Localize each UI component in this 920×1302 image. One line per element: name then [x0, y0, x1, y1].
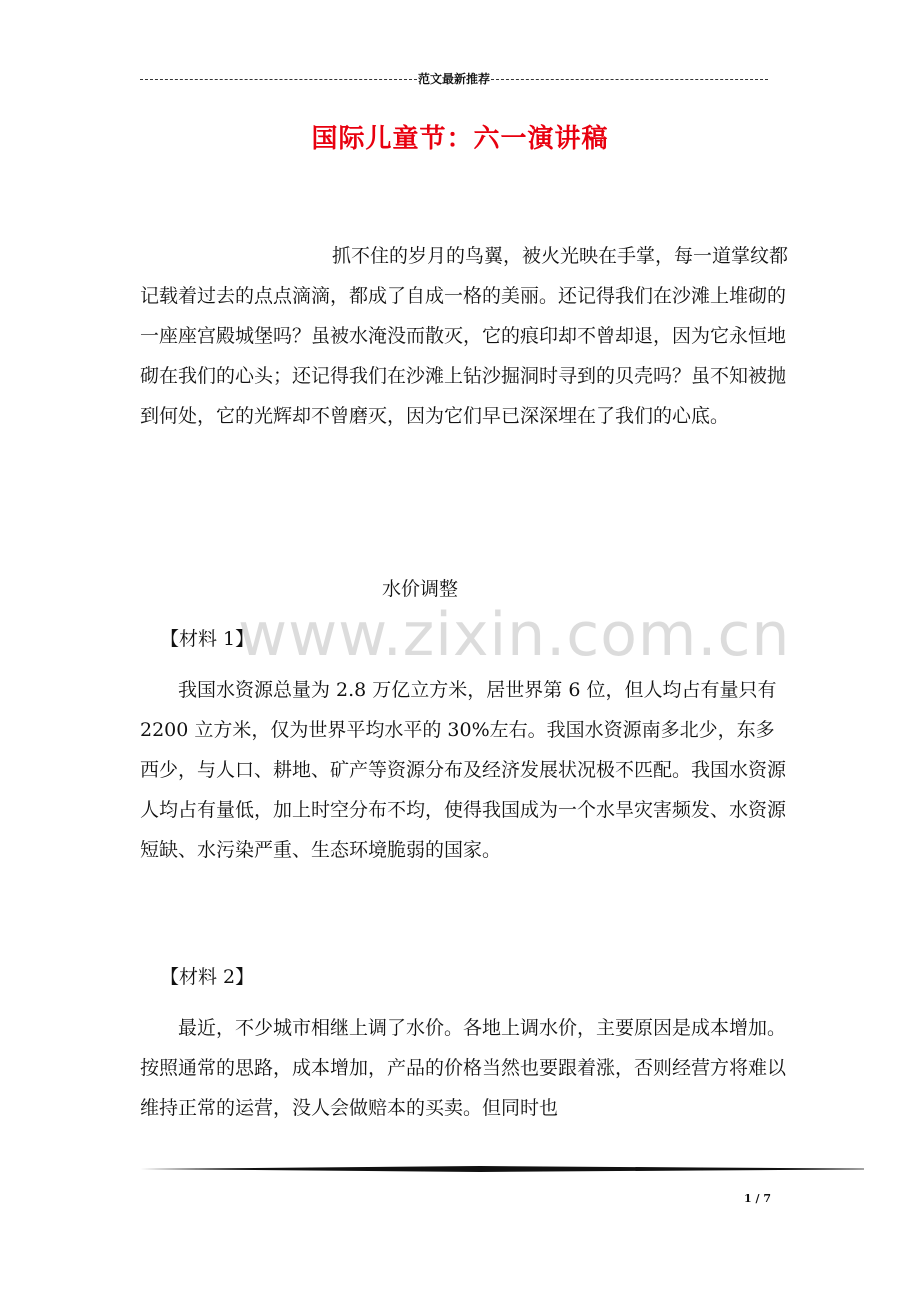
header-dashed-line-left — [140, 79, 417, 80]
material-1-paragraph: 我国水资源总量为 2.8 万亿立方米，居世界第 6 位，但人均占有量只有 2200 立方米，仅为世界平均水平的 30%左右。我国水资源南多北少，东多西少，与人口、耕地、矿产等资源分布及经济发展状况极不匹配。我国水资源人均占有量低，加上时空分布不均，使得我国成为一个水旱灾害频发、水资源短缺、水污染严重、生态环境脆弱的国家。 — [140, 679, 787, 861]
intro-paragraph: 抓不住的岁月的鸟翼，被火光映在手掌，每一道掌纹都记载着过去的点点滴滴，都成了自成一格的美丽。还记得我们在沙滩上堆砌的一座座宫殿城堡吗？虽被水淹没而散灭，它的痕印却不曾却退，因为它永恒地砌在我们的心头；还记得我们在沙滩上钻沙掘洞时寻到的贝壳吗？虽不知被抛到何处，它的光辉却不曾磨灭，因为它们早已深深埋在了我们的心底。 — [140, 245, 789, 427]
page-header — [140, 68, 768, 88]
watermark: www.zixin.com.cn — [238, 600, 791, 670]
material-2-paragraph: 最近，不少城市相继上调了水价。各地上调水价，主要原因是成本增加。按照通常的思路，成本增加，产品的价格当然也要跟着涨，否则经营方将难以维持正常的运营，没人会做赔本的买卖。但同时也 — [140, 1017, 787, 1119]
footer-rule — [140, 1166, 864, 1172]
document-title: 国际儿童节：六一演讲稿 — [311, 124, 609, 154]
header-dashed-line-right — [491, 79, 768, 80]
material-1-label: 【材料 1】 — [160, 628, 255, 650]
page-number: 1 / 7 — [744, 1192, 771, 1205]
section-subtitle: 水价调整 — [381, 578, 458, 600]
header-label: 范文最新推荐 — [418, 71, 491, 86]
material-2-label: 【材料 2】 — [160, 966, 255, 988]
